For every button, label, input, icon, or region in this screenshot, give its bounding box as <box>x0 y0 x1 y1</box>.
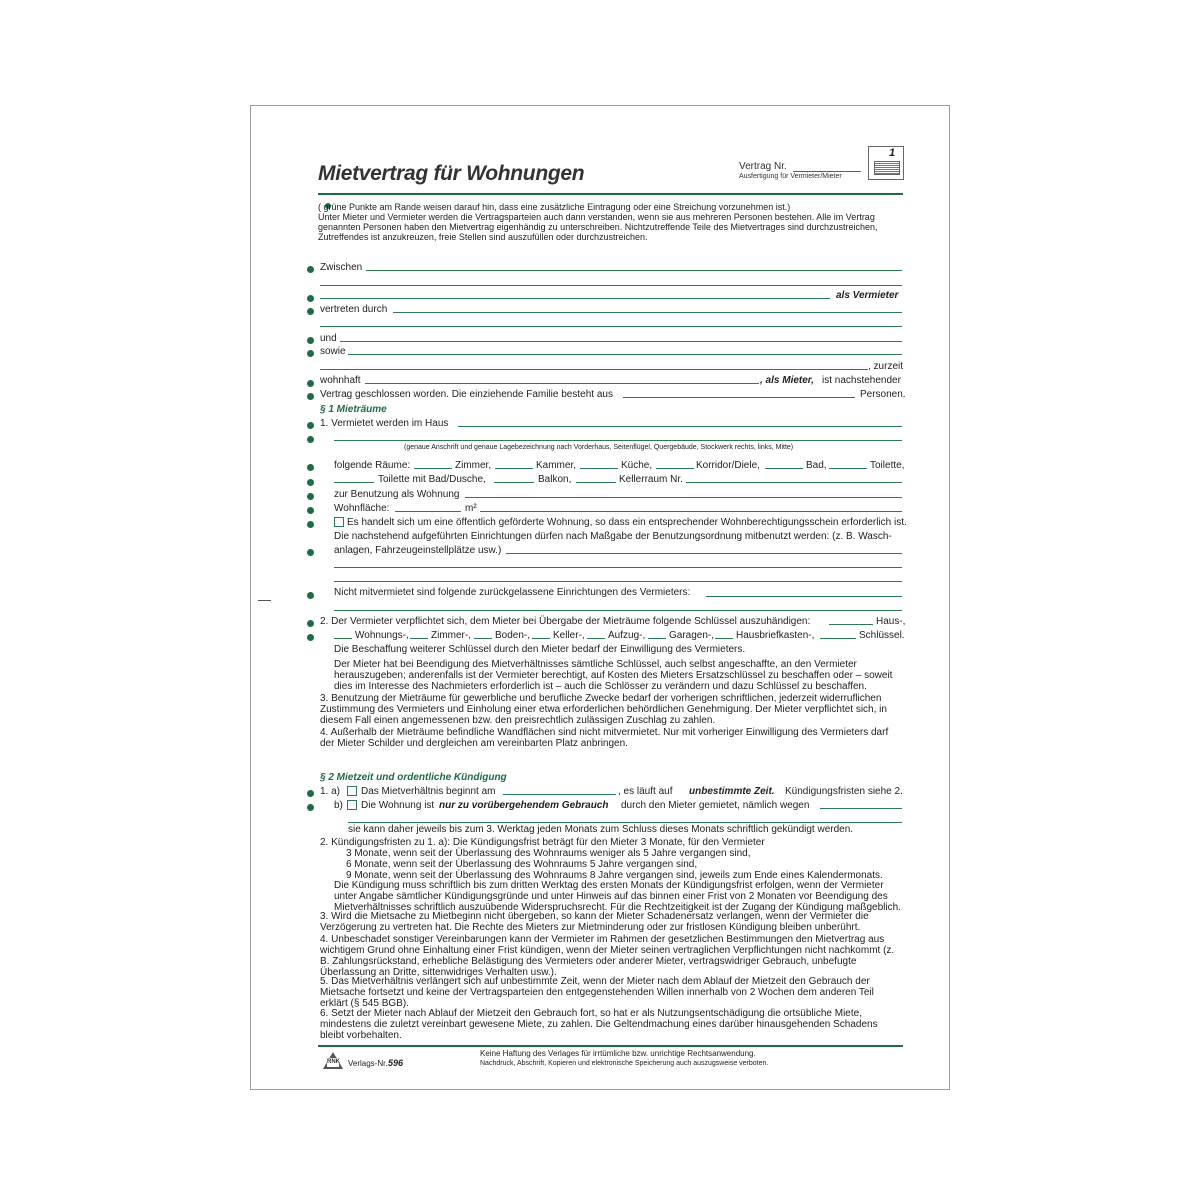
kellerraum-nr-field[interactable] <box>686 482 902 483</box>
green-dot-icon <box>307 266 314 273</box>
garagen-key-label: Garagen-, <box>669 630 715 641</box>
schluessel-label: Schlüssel. <box>859 630 905 641</box>
einrichtungen-field-3[interactable] <box>334 581 902 582</box>
stacked-copies-icon <box>868 146 904 180</box>
landlord-name-field[interactable] <box>366 270 902 271</box>
bad-label: Bad, <box>806 460 827 471</box>
boden-key-count-field[interactable] <box>474 638 492 639</box>
toilette-count-field[interactable] <box>829 468 867 469</box>
green-dot-icon <box>307 521 314 528</box>
keller-key-count-field[interactable] <box>532 638 550 639</box>
schluessel-count-field[interactable] <box>820 638 856 639</box>
hausbrief-key-count-field[interactable] <box>715 638 733 639</box>
beschaffung-text: Die Beschaffung weiterer Schlüssel durch den Mieter bedarf der Einwilligung des Vermieters. <box>334 644 746 655</box>
balkon-label: Balkon, <box>538 474 572 485</box>
start-date-field[interactable] <box>503 794 616 795</box>
representative-field[interactable] <box>393 312 902 313</box>
kammer-label: Kammer, <box>536 460 577 471</box>
voruebergehend-label: nur zu vorübergehendem Gebrauch <box>439 800 609 811</box>
green-dot-icon <box>307 436 314 443</box>
frist-9-monate: 9 Monate, wenn seit der Überlassung des Wohnraums 8 Jahre vergangen sind, jeweils zum Ende eines Kalendermonats. <box>346 870 883 881</box>
s1-item1: 1. Vermietet werden im Haus <box>320 418 449 429</box>
green-dot-icon <box>307 295 314 302</box>
benutzung-field[interactable] <box>465 497 902 498</box>
einrichtungen-field-2[interactable] <box>334 567 902 568</box>
s1-item4: 4. Außerhalb der Mieträume befindliche Wandflächen sind nicht mitvermietet. Nur mit vorheriger Einwilligung des Vermieters darf der Mieter Schilder und dergleichen am vereinbarten Platz anbringen. <box>320 727 889 749</box>
befristet-checkbox[interactable] <box>347 800 357 810</box>
green-dot-icon <box>307 393 314 400</box>
intro-text: Unter Mieter und Vermieter werden die Vertragsparteien auch dann verstanden, wenn sie aus mehreren Personen bestehen. Alle im Vertrag genannten Personen haben den Mietvertrag eigenhändig zu unterschreiben. Nichtzutreffende Teile des Mietvertrages sind durchzustreichen, Zutreffendes ist anzukreuzen, freie Stellen sind auszufüllen oder durchzustreichen. <box>318 212 878 242</box>
zimmer-label: Zimmer, <box>455 460 492 471</box>
green-dot-icon <box>307 422 314 429</box>
vertrag-geschlossen-label: Vertrag geschlossen worden. Die einziehende Familie besteht aus <box>320 389 613 400</box>
green-dot-icon <box>307 790 314 797</box>
kueche-count-field[interactable] <box>580 468 618 469</box>
s2-item1a-suffix: , es läuft auf <box>618 786 673 797</box>
wohnflaeche-extra-field[interactable] <box>480 511 902 512</box>
toilette-bad-label: Toilette mit Bad/Dusche, <box>378 474 486 485</box>
section-1-heading: § 1 Mieträume <box>320 404 387 415</box>
reason-field[interactable] <box>820 808 902 809</box>
green-dot-icon <box>307 507 314 514</box>
copy-label: Ausfertigung für Vermieter/Mieter <box>739 173 842 180</box>
green-dot-icon <box>307 620 314 627</box>
verlag-number: 596 <box>388 1058 404 1068</box>
kuendigung-text: Die Kündigung muss schriftlich bis zum dritten Werktag des ersten Monats der Kündigungsfrist erfolgen, wenn der Vermieter unter Angabe sämtlicher Kündigungsgründe und unter Hinweis auf das binnen einer Frist von 2 Monaten vor Beendigung des Mietverhältnisses schriftlich auszuübende Widerspruchsrecht. Für die Rechtzeitigkeit ist der Zugang der Kündigung maßgeblich. <box>334 880 901 913</box>
zimmer-key-label: Zimmer-, <box>431 630 471 641</box>
sowie-label: sowie <box>320 346 346 357</box>
header-rule <box>318 193 903 195</box>
green-dot-icon <box>307 592 314 599</box>
house-address-field[interactable] <box>334 440 902 441</box>
house-field[interactable] <box>458 426 902 427</box>
hausbrief-key-label: Hausbriefkasten-, <box>736 630 815 641</box>
green-dot-icon <box>307 804 314 811</box>
zurzeit-label: , zurzeit <box>868 361 904 372</box>
korridor-label: Korridor/Diele, <box>696 460 760 471</box>
und-label: und <box>320 333 337 344</box>
kellerraum-label: Kellerraum Nr. <box>619 474 683 485</box>
kueche-label: Küche, <box>621 460 653 471</box>
zimmer-key-count-field[interactable] <box>410 638 428 639</box>
gefoerdert-text: Es handelt sich um eine öffentlich geförderte Wohnung, so dass ein entsprechender Wohnberechtigungsschein erforderlich ist. <box>347 517 907 528</box>
unbefristet-checkbox[interactable] <box>347 786 357 796</box>
green-dot-icon <box>307 479 314 486</box>
footer-rule <box>318 1045 903 1047</box>
haftung-text: Keine Haftung des Verlages für irrtümliche bzw. unrichtige Rechtsanwendung. <box>480 1049 756 1058</box>
frist-3-monate: 3 Monate, wenn seit der Überlassung des Wohnraums weniger als 5 Jahre vergangen sind, <box>346 848 751 859</box>
kammer-count-field[interactable] <box>495 468 533 469</box>
section-2-heading: § 2 Mietzeit und ordentliche Kündigung <box>320 772 507 783</box>
einrichtungen-text-1: Die nachstehend aufgeführten Einrichtungen dürfen nach Maßgabe der Benutzungsordnung mitbenutzt werden: (z. B. Wasch- <box>334 531 892 542</box>
contract-number-label: Vertrag Nr. <box>739 161 787 172</box>
green-dot-icon <box>307 464 314 471</box>
page-title: Mietvertrag für Wohnungen <box>318 162 585 185</box>
s2-item1b-suffix: durch den Mieter gemietet, nämlich wegen <box>621 800 810 811</box>
einrichtungen-text-2: anlagen, Fahrzeugeinstellplätze usw.) <box>334 545 502 556</box>
raeume-label: folgende Räume: <box>334 460 411 471</box>
boden-key-label: Boden-, <box>495 630 531 641</box>
rueckgabe-text: Der Mieter hat bei Beendigung des Mietverhältnisses sämtliche Schlüssel, auch selbst angeschaffte, an den Vermieter herauszugeben; anderenfalls ist der Vermieter berechtigt, auf Kosten des Mieters Ersatzschlüssel zu beschaffen oder – soweit dies im Interesse des Nachmieters erforderlich ist – auch die Schlösser zu verändern und dazu Schlüssel zu beschaffen. <box>334 659 893 692</box>
s1-item2: 2. Der Vermieter verpflichtet sich, dem Mieter bei Übergabe der Mieträume folgende Schlüssel auszuhändigen: <box>320 616 811 627</box>
toilette-bad-count-field[interactable] <box>334 482 374 483</box>
toilette-label: Toilette, <box>870 460 905 471</box>
contract-number-field[interactable] <box>793 171 861 172</box>
green-dot-icon <box>307 337 314 344</box>
unbestimmte-zeit-label: unbestimmte Zeit. <box>689 786 775 797</box>
werktag-text: sie kann daher jeweils bis zum 3. Werktag jeden Monats zum Schluss dieses Monats schriftlich gekündigt werden. <box>348 824 854 835</box>
wohnungs-key-label: Wohnungs-, <box>355 630 409 641</box>
intro-note: ( grüne Punkte am Rande weisen darauf hin, dass eine zusätzliche Eintragung oder eine Streichung vorzunehmen ist.) <box>318 202 791 212</box>
green-dot-icon <box>307 549 314 556</box>
s2-item1b-text: Die Wohnung ist <box>361 800 435 811</box>
keller-key-label: Keller-, <box>553 630 585 641</box>
s2-item5: 5. Das Mietverhältnis verlängert sich auf unbestimmte Zeit, wenn der Mieter nach dem Ablauf der Mietzeit den Gebrauch der Mietsache fortsetzt und keine der Vertragsparteien den entgegenstehenden Willen innerhalb von 2 Wochen dem anderen Teil erklärt (§ 545 BGB). <box>320 976 874 1009</box>
balkon-count-field[interactable] <box>494 482 534 483</box>
s2-item2: 2. Kündigungsfristen zu 1. a): Die Kündigungsfrist beträgt für den Mieter 3 Monate, für den Vermieter <box>320 837 765 848</box>
zwischen-label: Zwischen <box>320 262 363 273</box>
representative-field-2[interactable] <box>320 326 902 327</box>
family-size-field[interactable] <box>623 397 855 398</box>
paper-stack-icon <box>874 161 900 175</box>
landlord-address-field[interactable] <box>320 298 830 299</box>
personen-label: Personen. <box>860 389 906 400</box>
benutzung-label: zur Benutzung als Wohnung <box>334 489 460 500</box>
aufzug-key-count-field[interactable] <box>587 638 605 639</box>
korridor-count-field[interactable] <box>656 468 694 469</box>
tenant-name-field-2[interactable] <box>348 354 902 355</box>
kellerraum-count-field[interactable] <box>576 482 616 483</box>
nicht-mitvermietet-field[interactable] <box>706 596 902 597</box>
nachdruck-text: Nachdruck, Abschrift, Kopieren und elektronische Speicherung auch auszugsweise verboten. <box>480 1060 769 1067</box>
haus-key-label: Haus-, <box>876 616 906 627</box>
s2-item1a-prefix: 1. a) <box>320 786 341 797</box>
haus-key-count-field[interactable] <box>829 624 873 625</box>
m2-unit: m² <box>465 503 477 514</box>
wohnhaft-label: wohnhaft <box>320 375 361 386</box>
address-note: (genaue Anschrift und genaue Lagebezeichnung nach Vorderhaus, Seitenflügel, Quergebäude, Stockwerk rechts, links, Mitte) <box>404 444 794 451</box>
wohnflaeche-field[interactable] <box>395 511 461 512</box>
tenant-address-field[interactable] <box>365 383 759 384</box>
wohnflaeche-label: Wohnfläche: <box>334 503 390 514</box>
fold-mark <box>258 600 271 601</box>
s2-item3: 3. Wird die Mietsache zu Mietbeginn nicht übergeben, so kann der Mieter Schadenersatz verlangen, wenn der Vermieter die Verzögerung zu vertreten hat. Die Rechte des Mieters zur Mietminderung oder zur fristlosen Kündigung bleiben unberührt. <box>320 911 869 933</box>
nachstehender-label: ist nachstehender <box>822 375 901 386</box>
einrichtungen-field[interactable] <box>506 553 902 554</box>
s2-item4: 4. Unbeschadet sonstiger Vereinbarungen kann der Vermieter im Rahmen der gesetzlichen Bestimmungen den Mietvertrag aus wichtigem Grund ohne Einhaltung einer Frist kündigen, wenn der Mieter seinen vertraglichen Verpflichtungen nicht nachkommt (z. B. Zahlungsrückstand, erhebliche Belästigung des Vermieters oder anderer Mieter, vertragswidriger Gebrauch, unbefugte Überlassung an Dritte, sittenwidriges Verhalten usw.). <box>320 934 895 978</box>
nicht-mitvermietet-label: Nicht mitvermietet sind folgende zurückgelassene Einrichtungen des Vermieters: <box>334 587 691 598</box>
als-vermieter-label: als Vermieter <box>836 290 899 301</box>
vertreten-label: vertreten durch <box>320 304 388 315</box>
zimmer-count-field[interactable] <box>414 468 452 469</box>
landlord-name-field-2[interactable] <box>320 285 902 286</box>
bad-count-field[interactable] <box>765 468 803 469</box>
green-dot-icon <box>307 380 314 387</box>
reason-field-2[interactable] <box>348 822 902 823</box>
wohnungs-key-count-field[interactable] <box>334 638 352 639</box>
logo-text: RNK <box>327 1059 340 1065</box>
garagen-key-count-field[interactable] <box>648 638 666 639</box>
green-dot-icon <box>307 634 314 641</box>
aufzug-key-label: Aufzug-, <box>608 630 646 641</box>
frist-6-monate: 6 Monate, wenn seit der Überlassung des Wohnraums 5 Jahre vergangen sind, <box>346 859 698 870</box>
green-dot-icon <box>307 308 314 315</box>
kuendigungsfristen-ref: Kündigungsfristen siehe 2. <box>785 786 903 797</box>
s1-item3: 3. Benutzung der Mieträume für gewerbliche und berufliche Zwecke bedarf der vorherigen schriftlichen, jederzeit widerruflichen Zustimmung des Vermieters und Einholung einer etwa erforderlichen behördlichen Genehmigung. Der Mieter verpflichtet sich, in diesem Fall einen angemessenen bzw. den preisrechtlich zulässigen Zuschlag zu zahlen. <box>320 693 887 726</box>
green-dot-icon <box>307 350 314 357</box>
gefoerdert-checkbox[interactable] <box>334 517 344 527</box>
tenant-name-field-3[interactable] <box>320 369 868 370</box>
badge-number: 1 <box>889 147 896 159</box>
als-mieter-label: , als Mieter, <box>760 375 814 386</box>
green-dot-icon <box>307 493 314 500</box>
verlag-label: Verlags-Nr. <box>348 1059 388 1068</box>
s2-item1b-prefix: b) <box>334 800 343 811</box>
s2-item6: 6. Setzt der Mieter nach Ablauf der Mietzeit den Gebrauch fort, so hat er als Nutzungsentschädigung die ortsübliche Miete, mindestens die zuletzt vereinbart gewesene Miete, zu zahlen. Die Geltendmachung eines darüber hinausgehenden Schadens bleibt vorbehalten. <box>320 1008 878 1041</box>
tenant-name-field[interactable] <box>340 341 902 342</box>
nicht-mitvermietet-field-2[interactable] <box>334 610 902 611</box>
s2-item1a-text: Das Mietverhältnis beginnt am <box>361 786 496 797</box>
